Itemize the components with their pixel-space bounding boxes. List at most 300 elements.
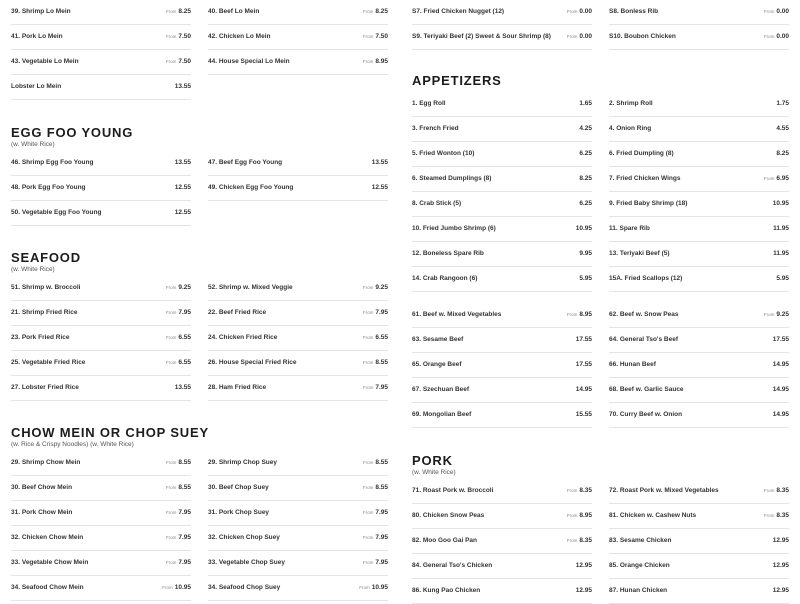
- price-from-label: From: [165, 34, 177, 39]
- price-value: 17.55: [575, 336, 592, 343]
- menu-item[interactable]: [609, 378, 789, 403]
- menu-item-name: 34. Seafood Chop Suey: [208, 584, 281, 591]
- menu-item-name: 81. Chicken w. Cashew Nuts: [609, 512, 697, 519]
- price-value: 1.65: [579, 100, 592, 107]
- price-value: 7.50: [375, 33, 388, 40]
- menu-item[interactable]: [412, 479, 592, 504]
- menu-item[interactable]: [609, 217, 789, 242]
- price-from-label: From: [362, 485, 374, 490]
- price-from-label: From: [566, 9, 578, 14]
- menu-item[interactable]: [11, 176, 191, 201]
- menu-item-name: 83. Sesame Chicken: [609, 537, 672, 544]
- section-title: CHOW MEIN OR CHOP SUEY: [11, 425, 209, 440]
- menu-item-price: [363, 334, 388, 341]
- menu-item-price: [574, 587, 592, 594]
- menu-item-price: [771, 225, 789, 232]
- appetizers-grid: [412, 92, 790, 292]
- menu-item-name: 4. Onion Ring: [609, 125, 652, 132]
- price-from-label: From: [566, 34, 578, 39]
- menu-item[interactable]: [609, 303, 789, 328]
- price-value: 12.55: [371, 184, 388, 191]
- price-from-label: From: [566, 513, 578, 518]
- price-value: 6.55: [178, 334, 191, 341]
- menu-item[interactable]: [609, 0, 789, 25]
- price-value: 6.95: [776, 175, 789, 182]
- chow-mein-grid: [11, 451, 389, 601]
- menu-item-name: 52. Shrimp w. Mixed Veggie: [208, 284, 293, 291]
- menu-item-price: [173, 209, 191, 216]
- menu-item[interactable]: [208, 301, 388, 326]
- menu-item-price: [574, 386, 592, 393]
- menu-item[interactable]: [11, 0, 191, 25]
- menu-item-price: [771, 411, 789, 418]
- menu-item-name: 23. Pork Fried Rice: [11, 334, 70, 341]
- right-menu-column: [412, 0, 790, 604]
- menu-item-price: [774, 150, 789, 157]
- menu-item-name: 42. Chicken Lo Mein: [208, 33, 271, 40]
- menu-item[interactable]: [208, 351, 388, 376]
- price-value: 14.95: [575, 386, 592, 393]
- price-from-label: From: [359, 585, 370, 590]
- price-from-label: From: [763, 176, 775, 181]
- menu-item[interactable]: [11, 151, 191, 176]
- menu-item[interactable]: [412, 403, 592, 428]
- price-value: 12.55: [174, 184, 191, 191]
- price-value: 12.95: [772, 562, 789, 569]
- menu-item-name: 7. Fried Chicken Wings: [609, 175, 681, 182]
- menu-item-name: 8. Crab Stick (5): [412, 200, 462, 207]
- price-from-label: From: [763, 9, 775, 14]
- price-value: 13.55: [174, 83, 191, 90]
- section-subtitle: (w. White Rice): [412, 469, 456, 476]
- menu-item-price: [363, 509, 388, 516]
- menu-item-name: 33. Vegetable Chop Suey: [208, 559, 285, 566]
- beef-grid: [412, 303, 790, 428]
- menu-item-price: [363, 459, 388, 466]
- menu-item[interactable]: [412, 267, 592, 292]
- menu-item-price: [771, 250, 789, 257]
- pork-grid: [412, 479, 790, 604]
- price-from-label: From: [165, 335, 177, 340]
- menu-item[interactable]: [609, 479, 789, 504]
- price-value: 8.55: [178, 459, 191, 466]
- menu-item-price: [173, 159, 191, 166]
- menu-item-name: 48. Pork Egg Foo Young: [11, 184, 86, 191]
- menu-item[interactable]: [609, 353, 789, 378]
- menu-item[interactable]: [609, 92, 789, 117]
- price-value: 12.95: [575, 562, 592, 569]
- menu-item-price: [567, 487, 592, 494]
- menu-item-price: [166, 359, 191, 366]
- menu-item-name: 29. Shrimp Chow Mein: [11, 459, 81, 466]
- menu-item-price: [577, 150, 592, 157]
- section-title: EGG FOO YOUNG: [11, 125, 134, 140]
- price-from-label: From: [162, 585, 173, 590]
- price-from-label: From: [362, 285, 374, 290]
- menu-item-price: [162, 584, 191, 591]
- price-value: 0.00: [579, 8, 592, 15]
- menu-item[interactable]: [11, 526, 191, 551]
- menu-item-price: [771, 386, 789, 393]
- menu-item-name: S7. Fried Chicken Nugget (12): [412, 8, 505, 15]
- menu-item-name: 64. General Tso's Beef: [609, 336, 678, 343]
- menu-item-name: 12. Boneless Spare Rib: [412, 250, 484, 257]
- menu-item-name: Lobster Lo Mein: [11, 83, 62, 90]
- menu-item[interactable]: [412, 504, 592, 529]
- menu-item-price: [577, 200, 592, 207]
- price-value: 1.75: [776, 100, 789, 107]
- price-from-label: From: [165, 360, 177, 365]
- menu-item-name: 6. Fried Dumpling (8): [609, 150, 674, 157]
- menu-item-name: 1. Egg Roll: [412, 100, 446, 107]
- menu-item-name: 5. Fried Wonton (10): [412, 150, 475, 157]
- lomein-grid: [11, 0, 389, 100]
- menu-item-price: [166, 559, 191, 566]
- price-value: 6.55: [178, 359, 191, 366]
- menu-item-price: [166, 459, 191, 466]
- appetizers-header: [412, 74, 790, 88]
- menu-item[interactable]: [412, 0, 592, 25]
- price-from-label: From: [362, 560, 374, 565]
- menu-item-name: 11. Spare Rib: [609, 225, 650, 232]
- price-value: 7.95: [178, 559, 191, 566]
- menu-item[interactable]: [208, 276, 388, 301]
- menu-item-price: [567, 8, 592, 15]
- menu-item-price: [771, 587, 789, 594]
- menu-item-price: [363, 559, 388, 566]
- price-from-label: From: [362, 310, 374, 315]
- menu-item[interactable]: [208, 0, 388, 25]
- menu-item-price: [764, 512, 789, 519]
- menu-item-name: 43. Vegetable Lo Mein: [11, 58, 79, 65]
- menu-item[interactable]: [208, 176, 388, 201]
- price-value: 0.00: [776, 8, 789, 15]
- menu-item[interactable]: [208, 326, 388, 351]
- price-value: 8.55: [375, 484, 388, 491]
- menu-item[interactable]: [208, 476, 388, 501]
- price-value: 8.55: [375, 359, 388, 366]
- menu-item-name: 33. Vegetable Chow Mein: [11, 559, 89, 566]
- menu-item-name: 15A. Fried Scallops (12): [609, 275, 683, 282]
- price-value: 8.35: [776, 512, 789, 519]
- menu-item-price: [764, 33, 789, 40]
- price-value: 8.95: [375, 58, 388, 65]
- section-subtitle: (w. Rice & Crispy Noodles) (w. White Rice): [11, 441, 134, 448]
- menu-item[interactable]: [11, 451, 191, 476]
- menu-item-price: [166, 284, 191, 291]
- menu-item[interactable]: [208, 376, 388, 401]
- menu-item-price: [166, 309, 191, 316]
- seafood-grid: [11, 276, 389, 401]
- price-from-label: From: [165, 285, 177, 290]
- menu-item-price: [764, 311, 789, 318]
- price-value: 8.95: [579, 311, 592, 318]
- menu-item-price: [363, 284, 388, 291]
- menu-item[interactable]: [412, 92, 592, 117]
- menu-item[interactable]: [609, 403, 789, 428]
- pork-header: [412, 454, 790, 477]
- menu-item[interactable]: [11, 326, 191, 351]
- menu-item-name: 69. Mongolian Beef: [412, 411, 472, 418]
- price-value: 9.25: [776, 311, 789, 318]
- menu-item-price: [577, 100, 592, 107]
- price-value: 12.55: [174, 209, 191, 216]
- menu-item-price: [567, 33, 592, 40]
- price-value: 8.55: [375, 459, 388, 466]
- price-from-label: From: [763, 513, 775, 518]
- menu-item[interactable]: [609, 529, 789, 554]
- menu-item-name: 68. Beef w. Garlic Sauce: [609, 386, 684, 393]
- menu-item-name: 3. French Fried: [412, 125, 459, 132]
- menu-item[interactable]: [11, 576, 191, 601]
- menu-item[interactable]: [208, 526, 388, 551]
- menu-item-name: 87. Hunan Chicken: [609, 587, 668, 594]
- price-from-label: From: [165, 510, 177, 515]
- menu-item[interactable]: [208, 50, 388, 75]
- menu-item-name: 66. Hunan Beef: [609, 361, 656, 368]
- menu-item[interactable]: [609, 117, 789, 142]
- menu-item-name: 30. Beef Chop Suey: [208, 484, 269, 491]
- menu-item[interactable]: [412, 554, 592, 579]
- menu-item[interactable]: [11, 476, 191, 501]
- menu-item-name: 40. Beef Lo Mein: [208, 8, 260, 15]
- menu-item[interactable]: [412, 242, 592, 267]
- menu-item-name: 28. Ham Fried Rice: [208, 384, 267, 391]
- price-value: 11.95: [773, 250, 789, 257]
- menu-item[interactable]: [11, 351, 191, 376]
- menu-item[interactable]: [11, 551, 191, 576]
- price-value: 8.25: [178, 8, 191, 15]
- menu-item-price: [370, 159, 388, 166]
- price-value: 9.25: [178, 284, 191, 291]
- price-value: 13.55: [174, 159, 191, 166]
- menu-item-name: 13. Teriyaki Beef (5): [609, 250, 670, 257]
- price-value: 12.95: [575, 587, 592, 594]
- menu-item-name: 32. Chicken Chow Mein: [11, 534, 84, 541]
- menu-item-name: 44. House Special Lo Mein: [208, 58, 290, 65]
- price-value: 14.95: [772, 361, 789, 368]
- menu-item-price: [363, 33, 388, 40]
- price-value: 7.95: [178, 309, 191, 316]
- price-from-label: From: [165, 310, 177, 315]
- menu-item-name: 27. Lobster Fried Rice: [11, 384, 79, 391]
- menu-item[interactable]: [412, 353, 592, 378]
- menu-item[interactable]: [412, 167, 592, 192]
- menu-item[interactable]: [11, 376, 191, 401]
- menu-item-price: [574, 361, 592, 368]
- menu-item[interactable]: [11, 301, 191, 326]
- menu-item-price: [166, 58, 191, 65]
- price-value: 17.55: [575, 361, 592, 368]
- price-from-label: From: [362, 460, 374, 465]
- price-from-label: From: [362, 360, 374, 365]
- menu-item-name: 80. Chicken Snow Peas: [412, 512, 485, 519]
- menu-item-price: [764, 8, 789, 15]
- price-value: 6.25: [579, 200, 592, 207]
- price-value: 7.95: [375, 309, 388, 316]
- menu-item[interactable]: [609, 142, 789, 167]
- price-value: 15.55: [575, 411, 592, 418]
- menu-item[interactable]: [208, 25, 388, 50]
- menu-item-name: 82. Moo Goo Gai Pan: [412, 537, 478, 544]
- menu-item[interactable]: [11, 276, 191, 301]
- menu-item[interactable]: [11, 50, 191, 75]
- menu-item-price: [173, 184, 191, 191]
- menu-item-name: 14. Crab Rangoon (6): [412, 275, 478, 282]
- price-value: 12.95: [772, 587, 789, 594]
- menu-item-name: 72. Roast Pork w. Mixed Vegetables: [609, 487, 719, 494]
- price-from-label: From: [165, 9, 177, 14]
- seafood-header: [11, 251, 389, 274]
- egg-foo-young-header: [11, 126, 389, 149]
- price-value: 13.55: [174, 384, 191, 391]
- menu-item-price: [359, 584, 388, 591]
- price-from-label: From: [165, 460, 177, 465]
- menu-item[interactable]: [11, 501, 191, 526]
- price-from-label: From: [165, 560, 177, 565]
- menu-item[interactable]: [412, 378, 592, 403]
- menu-item-name: 29. Shrimp Chop Suey: [208, 459, 277, 466]
- price-value: 8.35: [776, 487, 789, 494]
- menu-item-price: [577, 250, 592, 257]
- menu-item[interactable]: [412, 328, 592, 353]
- menu-item[interactable]: [11, 75, 191, 100]
- price-value: 14.95: [772, 386, 789, 393]
- menu-item[interactable]: [609, 554, 789, 579]
- menu-item-name: 71. Roast Pork w. Broccoli: [412, 487, 494, 494]
- menu-item[interactable]: [412, 142, 592, 167]
- menu-item-price: [577, 175, 592, 182]
- price-from-label: From: [165, 535, 177, 540]
- menu-item-price: [771, 200, 789, 207]
- price-from-label: From: [362, 510, 374, 515]
- menu-item[interactable]: [208, 576, 388, 601]
- price-value: 4.25: [579, 125, 592, 132]
- menu-item[interactable]: [609, 242, 789, 267]
- menu-item-price: [166, 534, 191, 541]
- menu-item-price: [764, 175, 789, 182]
- price-value: 5.95: [579, 275, 592, 282]
- menu-item-name: 30. Beef Chow Mein: [11, 484, 73, 491]
- menu-item-price: [166, 509, 191, 516]
- section-title: APPETIZERS: [412, 73, 502, 88]
- menu-item[interactable]: [609, 504, 789, 529]
- menu-item[interactable]: [412, 217, 592, 242]
- menu-item-name: 24. Chicken Fried Rice: [208, 334, 278, 341]
- menu-item-price: [567, 311, 592, 318]
- menu-item-price: [166, 8, 191, 15]
- menu-item[interactable]: [11, 25, 191, 50]
- menu-item-price: [567, 512, 592, 519]
- price-value: 6.55: [375, 334, 388, 341]
- menu-item[interactable]: [412, 579, 592, 604]
- price-value: 7.95: [375, 384, 388, 391]
- price-value: 0.00: [579, 33, 592, 40]
- menu-item-price: [574, 411, 592, 418]
- menu-item[interactable]: [609, 328, 789, 353]
- menu-item[interactable]: [609, 25, 789, 50]
- menu-item[interactable]: [609, 267, 789, 292]
- menu-item[interactable]: [208, 451, 388, 476]
- price-value: 11.95: [773, 225, 789, 232]
- section-title: SEAFOOD: [11, 250, 81, 265]
- menu-item-name: 9. Fried Baby Shrimp (18): [609, 200, 688, 207]
- chow-mein-header: [11, 426, 389, 449]
- menu-item[interactable]: [412, 25, 592, 50]
- menu-item-name: 21. Shrimp Fried Rice: [11, 309, 78, 316]
- price-value: 0.00: [776, 33, 789, 40]
- menu-item-name: 65. Orange Beef: [412, 361, 462, 368]
- price-value: 7.95: [375, 534, 388, 541]
- price-value: 4.55: [776, 125, 789, 132]
- price-value: 12.95: [772, 537, 789, 544]
- menu-item[interactable]: [609, 192, 789, 217]
- section-subtitle: (w. White Rice): [11, 266, 55, 273]
- menu-item-name: 85. Orange Chicken: [609, 562, 670, 569]
- menu-item-price: [774, 125, 789, 132]
- price-value: 7.95: [375, 509, 388, 516]
- menu-item-name: 31. Pork Chop Suey: [208, 509, 270, 516]
- price-from-label: From: [165, 59, 177, 64]
- menu-item[interactable]: [11, 201, 191, 226]
- menu-item-name: 70. Curry Beef w. Onion: [609, 411, 683, 418]
- menu-item-name: 47. Beef Egg Foo Young: [208, 159, 283, 166]
- menu-item-name: S10. Boubon Chicken: [609, 33, 676, 40]
- menu-item-name: 26. House Special Fried Rice: [208, 359, 297, 366]
- price-value: 10.95: [174, 584, 191, 591]
- section-subtitle: (w. White Rice): [11, 141, 55, 148]
- price-from-label: From: [763, 312, 775, 317]
- menu-item[interactable]: [609, 579, 789, 604]
- price-value: 8.55: [178, 484, 191, 491]
- menu-item-name: 61. Beef w. Mixed Vegetables: [412, 311, 502, 318]
- menu-item-price: [771, 537, 789, 544]
- price-from-label: From: [566, 312, 578, 317]
- price-value: 7.95: [178, 534, 191, 541]
- section-title: PORK: [412, 453, 453, 468]
- price-from-label: From: [362, 34, 374, 39]
- price-value: 8.25: [375, 8, 388, 15]
- menu-item[interactable]: [412, 303, 592, 328]
- price-value: 14.95: [772, 411, 789, 418]
- menu-item-name: 32. Chicken Chop Suey: [208, 534, 280, 541]
- menu-item[interactable]: [609, 167, 789, 192]
- menu-item-price: [577, 125, 592, 132]
- menu-item-price: [764, 487, 789, 494]
- menu-item-name: S9. Teriyaki Beef (2) Sweet & Sour Shrimp (8): [412, 33, 551, 40]
- price-from-label: From: [763, 34, 775, 39]
- menu-item-price: [574, 562, 592, 569]
- menu-item-price: [363, 309, 388, 316]
- menu-item-name: 63. Sesame Beef: [412, 336, 464, 343]
- price-value: 10.95: [371, 584, 388, 591]
- menu-item-price: [363, 8, 388, 15]
- menu-item-name: 86. Kung Pao Chicken: [412, 587, 481, 594]
- menu-item-price: [166, 334, 191, 341]
- menu-item[interactable]: [412, 529, 592, 554]
- menu-item-price: [166, 484, 191, 491]
- menu-item[interactable]: [208, 151, 388, 176]
- menu-item-price: [574, 336, 592, 343]
- menu-item[interactable]: [208, 551, 388, 576]
- menu-item-name: 6. Steamed Dumplings (8): [412, 175, 492, 182]
- left-menu-column: [11, 0, 389, 601]
- menu-item[interactable]: [412, 117, 592, 142]
- menu-item-name: 39. Shrimp Lo Mein: [11, 8, 71, 15]
- menu-item[interactable]: [412, 192, 592, 217]
- menu-item[interactable]: [208, 501, 388, 526]
- egg-foo-young-grid: [11, 151, 389, 226]
